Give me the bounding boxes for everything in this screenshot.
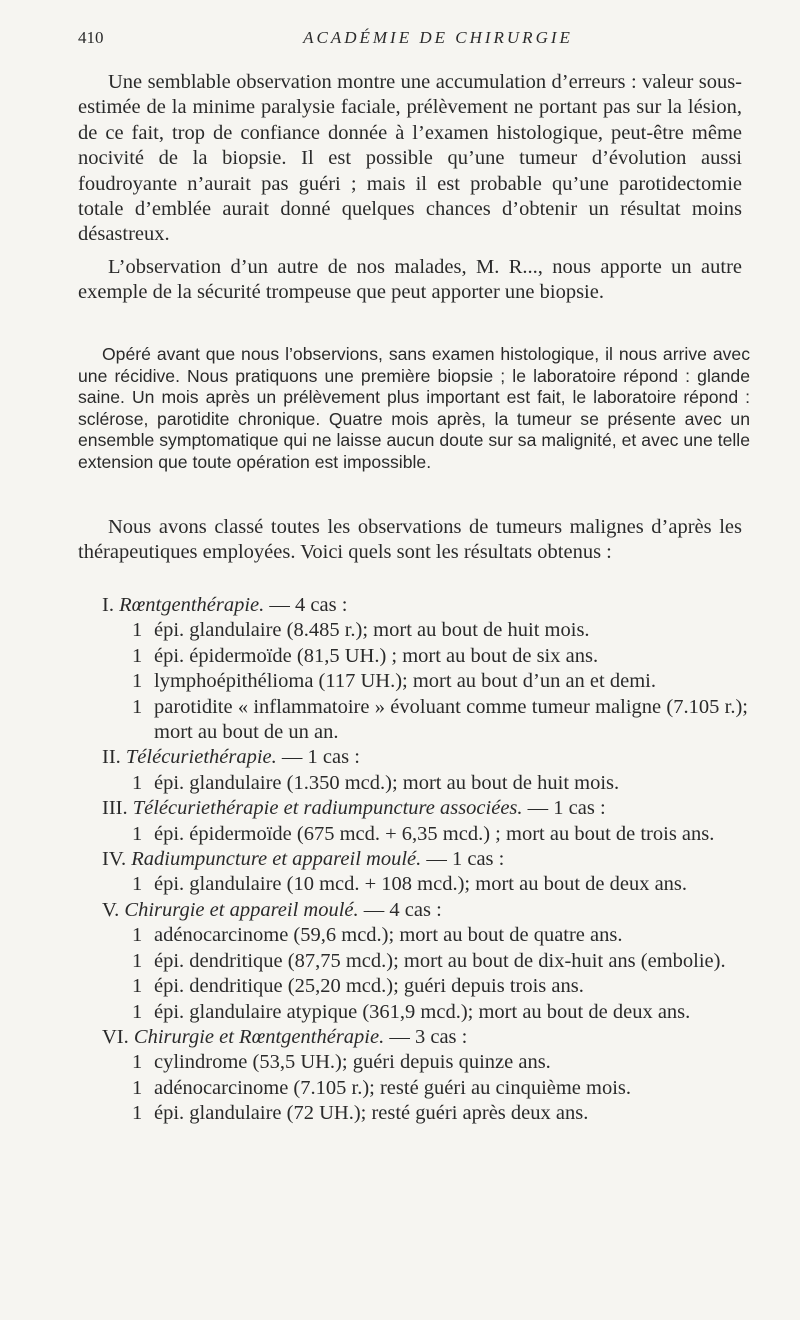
group-case-count: — 3 cas :	[389, 1025, 468, 1048]
group-method: Télécuriethérapie et radiumpuncture associées.	[132, 797, 523, 820]
treatment-group-title	[78, 898, 748, 923]
group-case-count: — 1 cas :	[281, 746, 360, 769]
case-item-text: épi. épidermoïde (81,5 UH.) ; mort au bout de six ans.	[154, 644, 599, 667]
paragraph-second-patient: L’observation d’un autre de nos malades, M. R..., nous apporte un autre exemple de la sécurité trompeuse que peut apporter une biopsie.	[78, 256, 742, 304]
case-item-text: adénocarcinome (59,6 mcd.); mort au bout de quatre ans.	[154, 924, 623, 947]
treatment-group-title	[78, 1025, 748, 1050]
paragraph-errors: Une semblable observation montre une accumulation d’erreurs : valeur sous-estimée de la minime paralysie faciale, prélèvement ne portant pas sur la lésion, de ce fait, trop de confiance donnée à l’examen histologique, peut-être même nocivité de la biopsie. Il est possible qu’une tumeur d’évolution aussi foudroyante n’aurait pas guéri ; mais il est probable qu’une parotidectomie totale d’emblée aurait donné quelques chances d’obtenir un résultat moins désastreux.	[78, 71, 742, 246]
case-item-text: épi. glandulaire (8.485 r.); mort au bout de huit mois.	[154, 619, 590, 642]
case-item-count: 1	[132, 670, 143, 693]
group-numeral: V.	[102, 898, 120, 921]
case-item	[78, 949, 748, 974]
case-item-count: 1	[132, 822, 143, 845]
group-numeral: IV.	[102, 848, 127, 871]
case-item-count: 1	[132, 1076, 143, 1099]
case-item	[78, 1101, 748, 1126]
case-item-text: épi. glandulaire (1.350 mcd.); mort au bout de huit mois.	[154, 771, 620, 794]
treatment-group-title	[78, 796, 748, 821]
case-item-count: 1	[132, 1051, 143, 1074]
treatment-group-title	[78, 593, 748, 618]
group-numeral: I.	[102, 594, 114, 616]
case-report: Opéré avant que nous l’observions, sans examen histologique, il nous arrive avec une récidive. Nous pratiquons une première biopsie ; le laboratoire répond : glande saine. Un mois après un prélèvement plus important est fait, le laboratoire répond : sclérose, parotidite chronique. Quatre mois après, la tumeur se présente avec un ensemble symptomatique qui ne laisse aucun doute sur sa malignité, et avec une telle extension que toute opération est impossible.	[78, 344, 750, 472]
case-item-count: 1	[132, 695, 143, 718]
page-header	[78, 28, 758, 52]
case-item	[78, 822, 748, 847]
group-method: Chirurgie et Rœntgenthérapie.	[133, 1025, 385, 1048]
case-item	[78, 872, 748, 897]
case-item-count: 1	[132, 975, 143, 998]
case-item	[78, 771, 748, 796]
case-item-count: 1	[132, 619, 143, 642]
group-case-count: — 1 cas :	[426, 848, 505, 871]
page-number: 410	[78, 28, 104, 47]
case-item-text: épi. glandulaire (72 UH.); resté guéri après deux ans.	[154, 1102, 589, 1125]
case-item	[78, 669, 748, 694]
treatment-results-list	[78, 593, 748, 1127]
group-method: Radiumpuncture et appareil moulé.	[131, 848, 422, 871]
case-item	[78, 618, 748, 643]
treatment-group-title	[78, 745, 748, 770]
case-item	[78, 1076, 748, 1101]
group-method: Rœntgenthérapie.	[119, 594, 265, 616]
case-item-text: épi. dendritique (87,75 mcd.); mort au bout de dix-huit ans (embolie).	[154, 949, 726, 972]
case-item-count: 1	[132, 644, 143, 667]
case-item-text: adénocarcinome (7.105 r.); resté guéri au cinquième mois.	[154, 1076, 632, 1099]
treatment-group-title	[78, 847, 748, 872]
case-item-count: 1	[132, 873, 143, 896]
group-case-count: — 1 cas :	[527, 797, 606, 820]
case-item	[78, 923, 748, 948]
group-method: Chirurgie et appareil moulé.	[124, 898, 359, 921]
case-item-text: parotidite « inflammatoire » évoluant comme tumeur maligne (7.105 r.); mort au bout de un an.	[154, 695, 748, 744]
group-case-count: — 4 cas :	[363, 898, 442, 921]
case-item-count: 1	[132, 771, 143, 794]
case-item	[78, 695, 748, 746]
group-numeral: III.	[102, 797, 128, 820]
group-method: Télécuriethérapie.	[125, 746, 277, 769]
case-item-text: épi. glandulaire atypique (361,9 mcd.); mort au bout de deux ans.	[154, 1000, 691, 1023]
case-item-count: 1	[132, 949, 143, 972]
group-numeral: II.	[102, 746, 121, 769]
case-item	[78, 644, 748, 669]
group-case-count: — 4 cas :	[269, 594, 348, 616]
case-item-text: lymphoépithélioma (117 UH.); mort au bout d’un an et demi.	[154, 670, 656, 693]
case-item	[78, 1000, 748, 1025]
case-item-text: épi. glandulaire (10 mcd. + 108 mcd.); mort au bout de deux ans.	[154, 873, 688, 896]
running-title: ACADÉMIE DE CHIRURGIE	[303, 28, 573, 47]
case-item-count: 1	[132, 924, 143, 947]
case-item-text: cylindrome (53,5 UH.); guéri depuis quinze ans.	[154, 1051, 551, 1074]
case-item-count: 1	[132, 1102, 143, 1125]
case-item-count: 1	[132, 1000, 143, 1023]
case-item	[78, 974, 748, 999]
case-item	[78, 1050, 748, 1075]
paragraph-classification: Nous avons classé toutes les observations de tumeurs malignes d’après les thérapeutiques employées. Voici quels sont les résultats obtenus :	[78, 516, 742, 564]
case-item-text: épi. dendritique (25,20 mcd.); guéri depuis trois ans.	[154, 975, 584, 998]
case-item-text: épi. épidermoïde (675 mcd. + 6,35 mcd.) ; mort au bout de trois ans.	[154, 822, 715, 845]
group-numeral: VI.	[102, 1025, 129, 1048]
